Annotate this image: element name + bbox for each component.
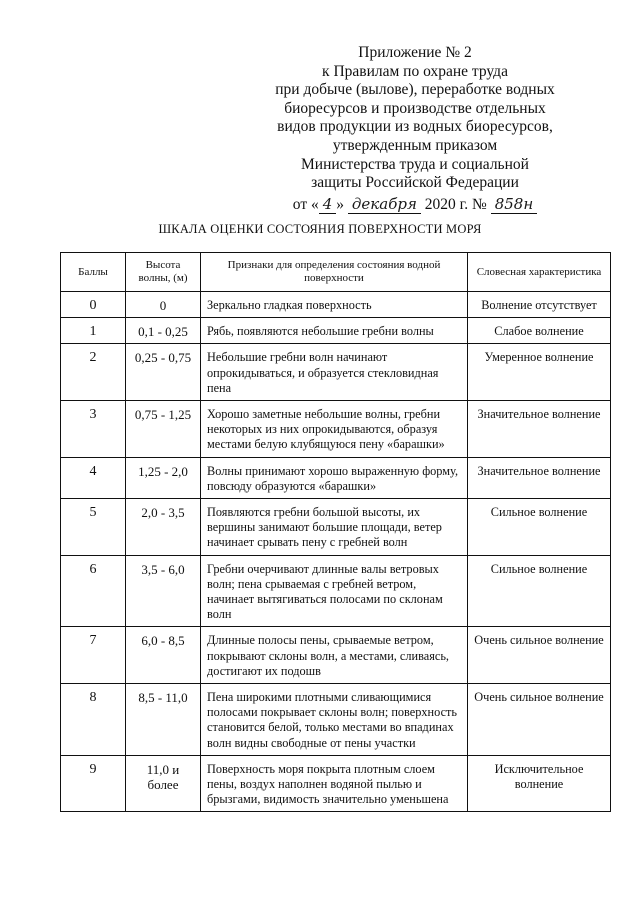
header-description: Словесная характеристика bbox=[468, 253, 611, 292]
sea-state-table bbox=[60, 252, 611, 812]
cell-height: 0 bbox=[126, 292, 201, 318]
cell-score: 1 bbox=[61, 318, 126, 344]
cell-signs: Зеркально гладкая поверхность bbox=[201, 292, 468, 318]
date-prefix: от « bbox=[292, 195, 319, 213]
cell-description: Значительное волнение bbox=[468, 401, 611, 458]
cell-height: 1,25 - 2,0 bbox=[126, 457, 201, 498]
table-body bbox=[61, 292, 611, 812]
cell-description: Слабое волнение bbox=[468, 318, 611, 344]
cell-score: 7 bbox=[61, 627, 126, 684]
cell-signs: Волны принимают хорошо выраженную форму, повсюду образуются «барашки» bbox=[201, 457, 468, 498]
cell-height: 8,5 - 11,0 bbox=[126, 684, 201, 756]
header-line: видов продукции из водных биоресурсов, bbox=[277, 118, 553, 136]
table-row bbox=[61, 292, 611, 318]
date-day: 4 bbox=[319, 195, 337, 214]
date-mid: » bbox=[336, 195, 345, 213]
cell-description: Очень сильное волнение bbox=[468, 627, 611, 684]
cell-score: 4 bbox=[61, 457, 126, 498]
cell-description: Сильное волнение bbox=[468, 555, 611, 627]
cell-score: 8 bbox=[61, 684, 126, 756]
cell-score: 3 bbox=[61, 401, 126, 458]
header-signs: Признаки для определения состояния водной поверхности bbox=[201, 253, 468, 292]
cell-signs: Поверхность моря покрыта плотным слоем пены, воздух наполнен водяной пылью и брызгами, видимость значительно уменьшена bbox=[201, 755, 468, 812]
cell-height: 3,5 - 6,0 bbox=[126, 555, 201, 627]
table-row bbox=[61, 401, 611, 458]
table-row bbox=[61, 318, 611, 344]
table-row bbox=[61, 627, 611, 684]
cell-description: Значительное волнение bbox=[468, 457, 611, 498]
page-title: ШКАЛА ОЦЕНКИ СОСТОЯНИЯ ПОВЕРХНОСТИ МОРЯ bbox=[158, 222, 482, 236]
table-row bbox=[61, 457, 611, 498]
cell-description: Сильное волнение bbox=[468, 499, 611, 556]
cell-description: Волнение отсутствует bbox=[468, 292, 611, 318]
cell-signs: Длинные полосы пены, срываемые ветром, покрывают склоны волн, а местами, сливаясь, достигают их подошв bbox=[201, 627, 468, 684]
cell-height: 0,25 - 0,75 bbox=[126, 344, 201, 401]
cell-score: 2 bbox=[61, 344, 126, 401]
cell-score: 6 bbox=[61, 555, 126, 627]
header-line: при добыче (вылове), переработке водных bbox=[275, 81, 555, 99]
cell-score: 9 bbox=[61, 755, 126, 812]
cell-height: 2,0 - 3,5 bbox=[126, 499, 201, 556]
cell-height: 0,75 - 1,25 bbox=[126, 401, 201, 458]
cell-description: Умеренное волнение bbox=[468, 344, 611, 401]
cell-signs: Появляются гребни большой высоты, их вершины занимают большие площади, ветер начинает срывать пену с гребней волн bbox=[201, 499, 468, 556]
date-month: декабря bbox=[348, 195, 421, 214]
table-row bbox=[61, 344, 611, 401]
cell-signs: Пена широкими плотными сливающимися полосами покрывает склоны волн; поверхность становится белой, только местами во впадинах волн видны свободные от пены участки bbox=[201, 684, 468, 756]
cell-signs: Рябь, появляются небольшие гребни волны bbox=[201, 318, 468, 344]
header-line: Приложение № 2 bbox=[358, 44, 472, 61]
header-line: защиты Российской Федерации bbox=[311, 174, 519, 192]
table-header-row bbox=[61, 253, 611, 292]
cell-signs: Хорошо заметные небольшие волны, гребни некоторых из них опрокидываются, образуя местами белую клубящуюся пену «барашки» bbox=[201, 401, 468, 458]
cell-score: 0 bbox=[61, 292, 126, 318]
header-line: к Правилам по охране труда bbox=[322, 62, 508, 80]
order-number: 858н bbox=[491, 195, 538, 214]
cell-height: 6,0 - 8,5 bbox=[126, 627, 201, 684]
cell-signs: Гребни очерчивают длинные валы ветровых волн; пена срываемая с гребней ветром, начинает вытягиваться полосами по склонам волн bbox=[201, 555, 468, 627]
order-date-line bbox=[250, 195, 580, 215]
table-row bbox=[61, 555, 611, 627]
cell-height: 0,1 - 0,25 bbox=[126, 318, 201, 344]
cell-score: 5 bbox=[61, 499, 126, 556]
appendix-header bbox=[250, 44, 580, 214]
table-row bbox=[61, 499, 611, 556]
cell-height: 11,0 и более bbox=[126, 755, 201, 812]
cell-description: Очень сильное волнение bbox=[468, 684, 611, 756]
table-row bbox=[61, 755, 611, 812]
date-year: 2020 г. № bbox=[424, 195, 487, 213]
header-line: биоресурсов и производстве отдельных bbox=[284, 99, 546, 117]
table-row bbox=[61, 684, 611, 756]
header-line: утвержденным приказом bbox=[332, 136, 498, 154]
header-height: Высота волны, (м) bbox=[126, 253, 201, 292]
cell-description: Исключительное волнение bbox=[468, 755, 611, 812]
cell-signs: Небольшие гребни волн начинают опрокидываться, и образуется стекловидная пена bbox=[201, 344, 468, 401]
header-line: Министерства труда и социальной bbox=[301, 155, 529, 173]
header-score: Баллы bbox=[61, 253, 126, 292]
